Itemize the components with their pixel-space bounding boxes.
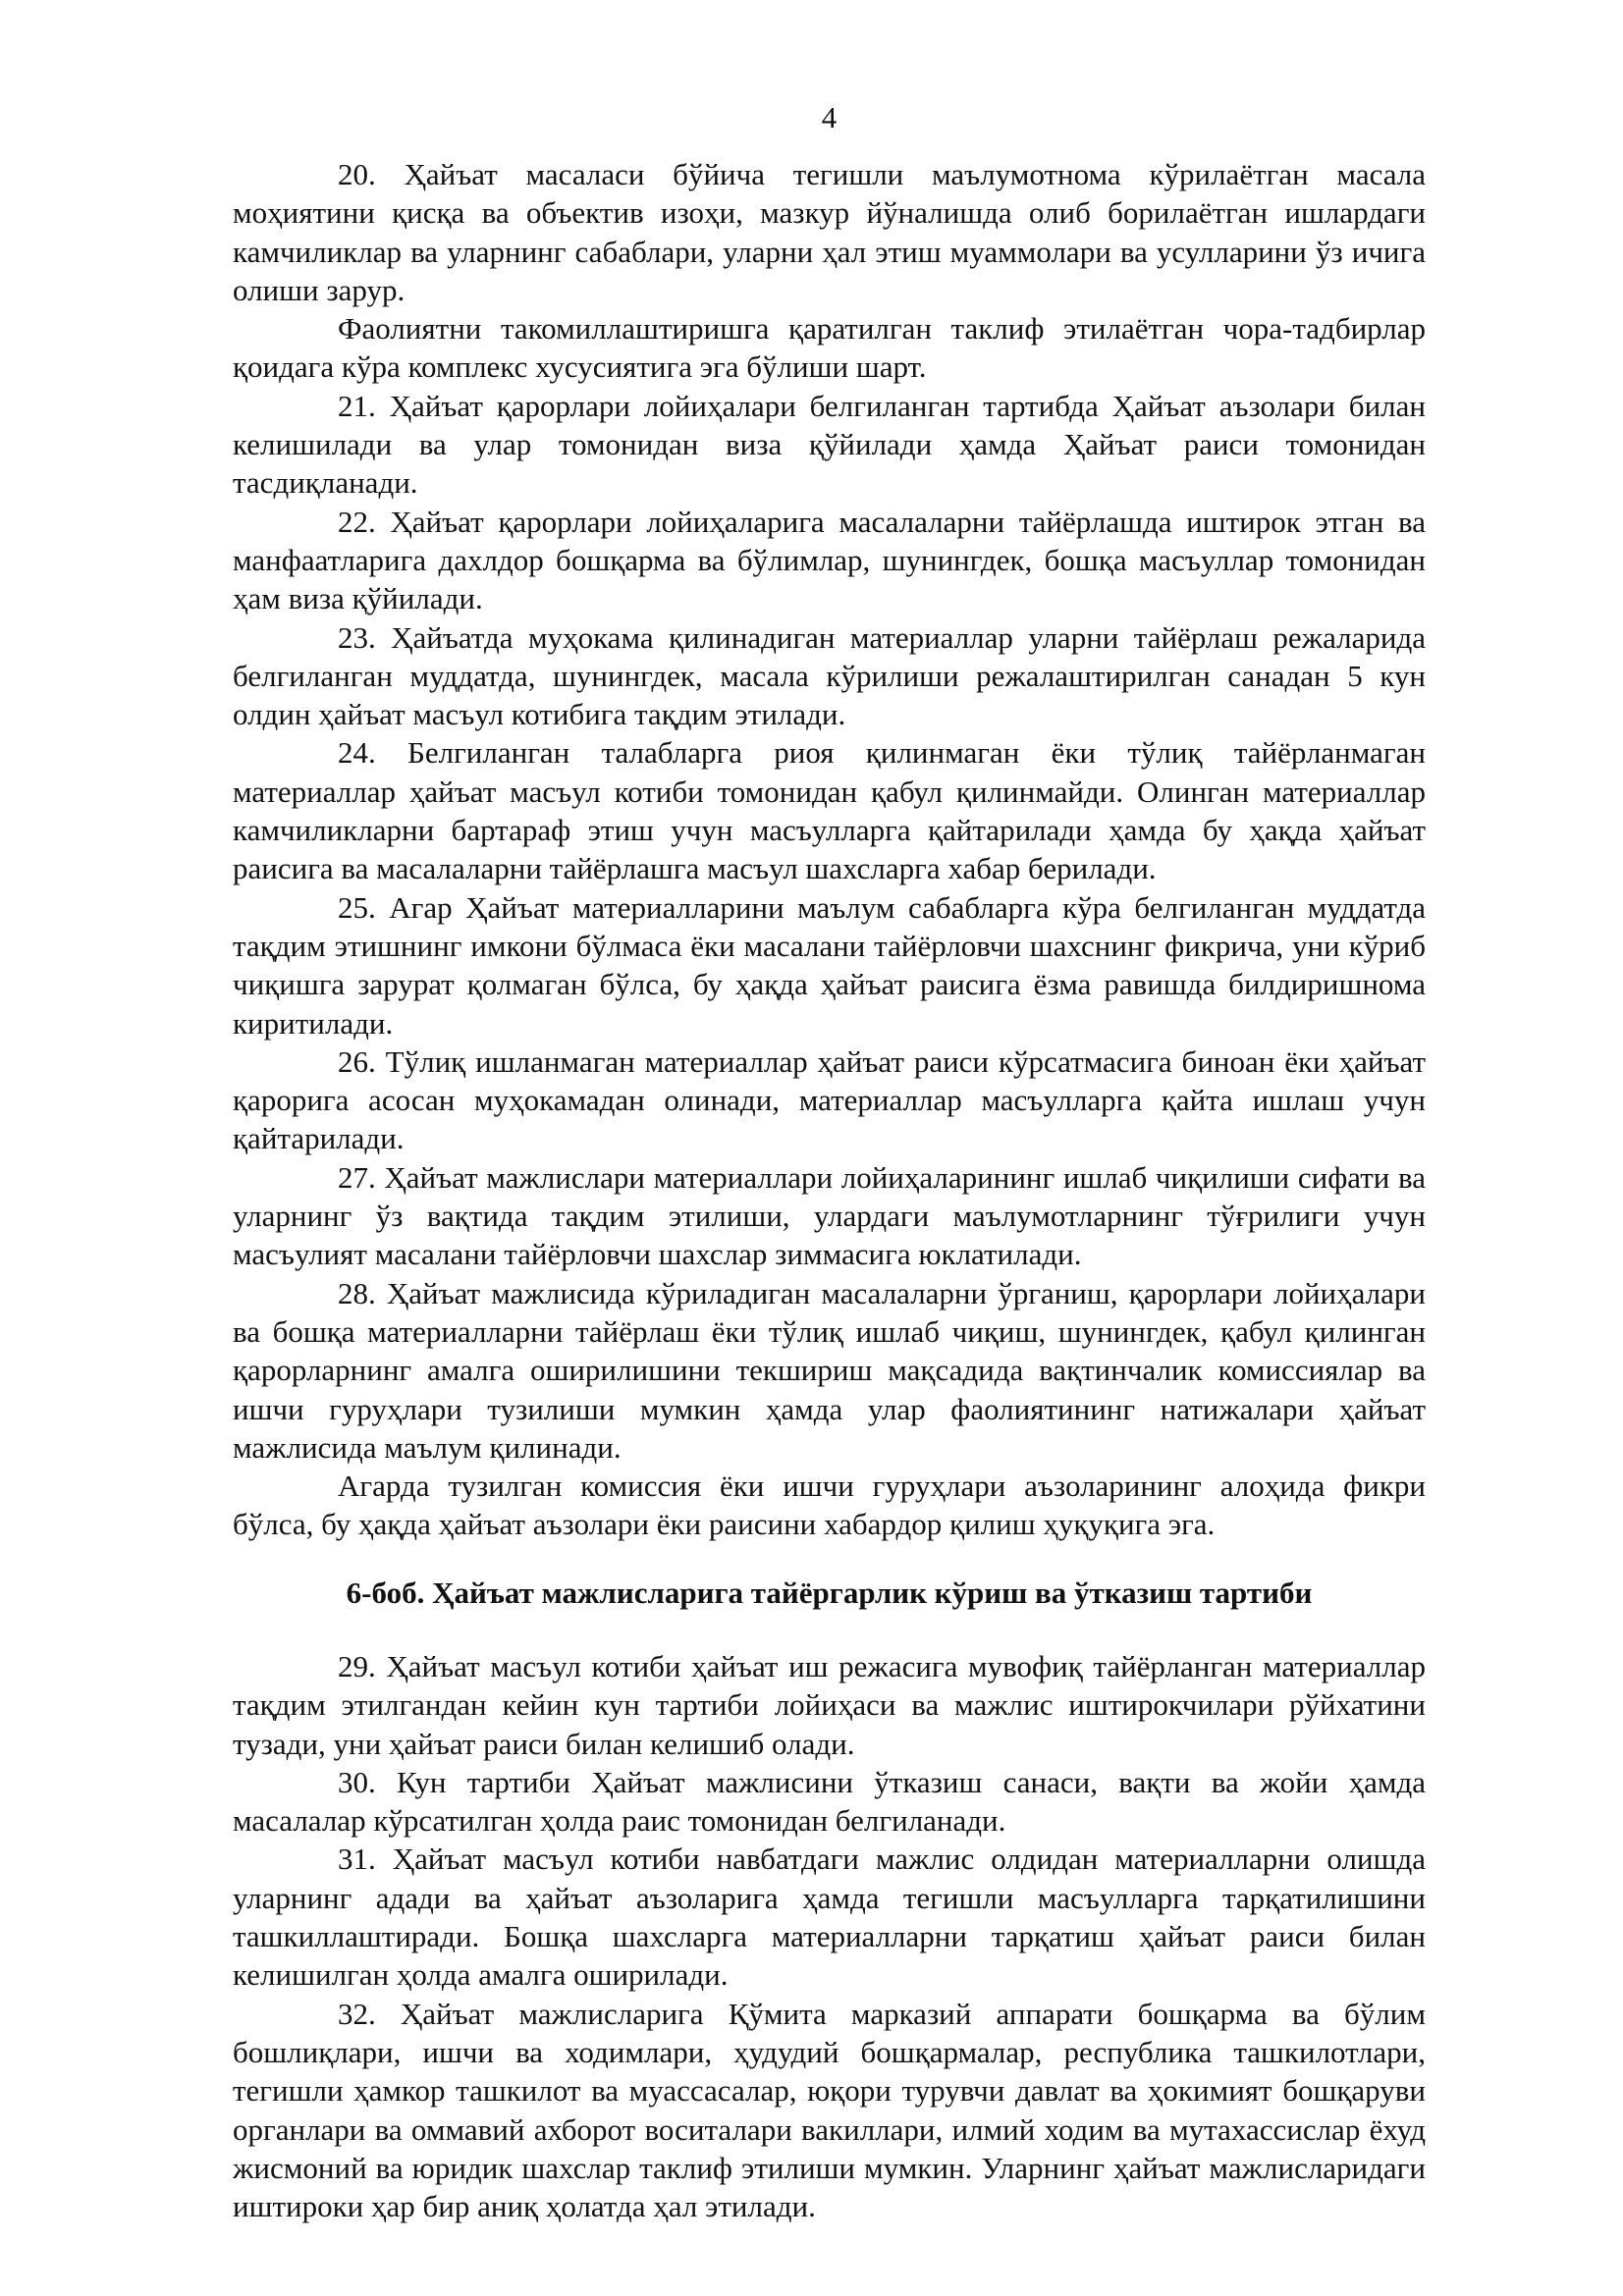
paragraph-20-continued: Фаолиятни такомиллаштиришга қаратилган таклиф этилаётган чора-тадбирлар қоидага кўра комплекс хусусиятига эга бўлиши шарт.	[233, 311, 1426, 385]
paragraph-29: 29. Ҳайъат масъул котиби ҳайъат иш режасига мувофиқ тайёрланган материаллар тақдим этилгандан кейин кун тартиби лойиҳаси ва мажлис иштирокчилари рўйхатини тузади, уни ҳайъат раиси билан келишиб олади.	[233, 1648, 1426, 1761]
paragraph-21: 21. Ҳайъат қарорлари лойиҳалари белгиланган тартибда Ҳайъат аъзолари билан келишилади ва улар томонидан виза қўйилади ҳамда Ҳайъат раиси томонидан тасдиқланади.	[233, 388, 1426, 501]
paragraph-20: 20. Ҳайъат масаласи бўйича тегишли маълумотнома кўрилаётган масала моҳиятини қисқа ва объектив изоҳи, мазкур йўналишда олиб борилаётган ишлардаги камчиликлар ва уларнинг сабаблари, уларни ҳал этиш муаммолари ва усулларини ўз ичига олиши зарур.	[233, 157, 1426, 307]
paragraph-22: 22. Ҳайъат қарорлари лойиҳаларига масалаларни тайёрлашда иштирок этган ва манфаатларига дахлдор бошқарма ва бўлимлар, шунингдек, бошқа масъуллар томонидан ҳам виза қўйилади.	[233, 504, 1426, 616]
document-page	[233, 98, 1426, 2225]
paragraph-26: 26. Тўлиқ ишланмаган материаллар ҳайъат раиси кўрсатмасига биноан ёки ҳайъат қарорига асосан муҳокамадан олинади, материаллар масъулларга қайта ишлаш учун қайтарилади.	[233, 1043, 1426, 1156]
page-number: 4	[821, 100, 838, 134]
chapter-heading: 6-боб. Ҳайъат мажлисларига тайёргарлик кўриш ва ўтказиш тартиби	[346, 1575, 1313, 1610]
paragraph-23: 23. Ҳайъатда муҳокама қилинадиган материаллар уларни тайёрлаш режаларида белгиланган муддатда, шунингдек, масала кўрилиши режалаштирилган санадан 5 кун олдин ҳайъат масъул котибига тақдим этилади.	[233, 619, 1426, 732]
paragraph-30: 30. Кун тартиби Ҳайъат мажлисини ўтказиш санаси, вақти ва жойи ҳамда масалалар кўрсатилган ҳолда раис томонидан белгиланади.	[233, 1764, 1426, 1839]
paragraph-24: 24. Белгиланган талабларга риоя қилинмаган ёки тўлиқ тайёрланмаган материаллар ҳайъат масъул котиби томонидан қабул қилинмайди. Олинган материаллар камчиликларни бартараф этиш учун масъулларга қайтарилади ҳамда бу ҳақда ҳайъат раисига ва масалаларни тайёрлашга масъул шахсларга хабар берилади.	[233, 735, 1426, 886]
paragraph-28-continued: Агарда тузилган комиссия ёки ишчи гуруҳлари аъзоларининг алоҳида фикри бўлса, бу ҳақда ҳайъат аъзолари ёки раисини хабардор қилиш ҳуқуқига эга.	[233, 1468, 1426, 1542]
paragraph-32: 32. Ҳайъат мажлисларига Қўмита марказий аппарати бошқарма ва бўлим бошлиқлари, ишчи ва ходимлари, ҳудудий бошқармалар, республика ташкилотлари, тегишли ҳамкор ташкилот ва муассасалар, юқори турувчи давлат ва ҳокимият бошқаруви органлари ва оммавий ахборот воситалари вакиллари, илмий ходим ва мутахассислар ёхуд жисмоний ва юридик шахслар таклиф этилиши мумкин. Уларнинг ҳайъат мажлисларидаги иштироки ҳар бир аниқ ҳолатда ҳал этилади.	[233, 1996, 1426, 2224]
paragraph-27: 27. Ҳайъат мажлислари материаллари лойиҳаларининг ишлаб чиқилиши сифати ва уларнинг ўз вақтида тақдим этилиши, улардаги маълумотларнинг тўғрилиги учун масъулият масалани тайёрловчи шахслар зиммасига юклатилади.	[233, 1159, 1426, 1272]
paragraph-31: 31. Ҳайъат масъул котиби навбатдаги мажлис олдидан материалларни олишда уларнинг адади ва ҳайъат аъзоларига ҳамда тегишли масъулларга тарқатилишини ташкиллаштиради. Бошқа шахсларга материалларни тарқатиш ҳайъат раиси билан келишилган ҳолда амалга оширилади.	[233, 1842, 1426, 1993]
paragraph-25: 25. Агар Ҳайъат материалларини маълум сабабларга кўра белгиланган муддатда тақдим этишнинг имкони бўлмаса ёки масалани тайёрловчи шахснинг фикрича, уни кўриб чиқишга зарурат қолмаган бўлса, бу ҳақда ҳайъат раисига ёзма равишда билдиришнома киритилади.	[233, 889, 1426, 1041]
paragraph-28: 28. Ҳайъат мажлисида кўриладиган масалаларни ўрганиш, қарорлари лойиҳалари ва бошқа материалларни тайёрлаш ёки тўлиқ ишлаб чиқиш, шунингдек, қабул қилинган қарорларнинг амалга оширилишини текшириш мақсадида вақтинчалик комиссиялар ва ишчи гуруҳлари тузилиши мумкин ҳамда улар фаолиятининг натижалари ҳайъат мажлисида маълум қилинади.	[233, 1275, 1426, 1465]
